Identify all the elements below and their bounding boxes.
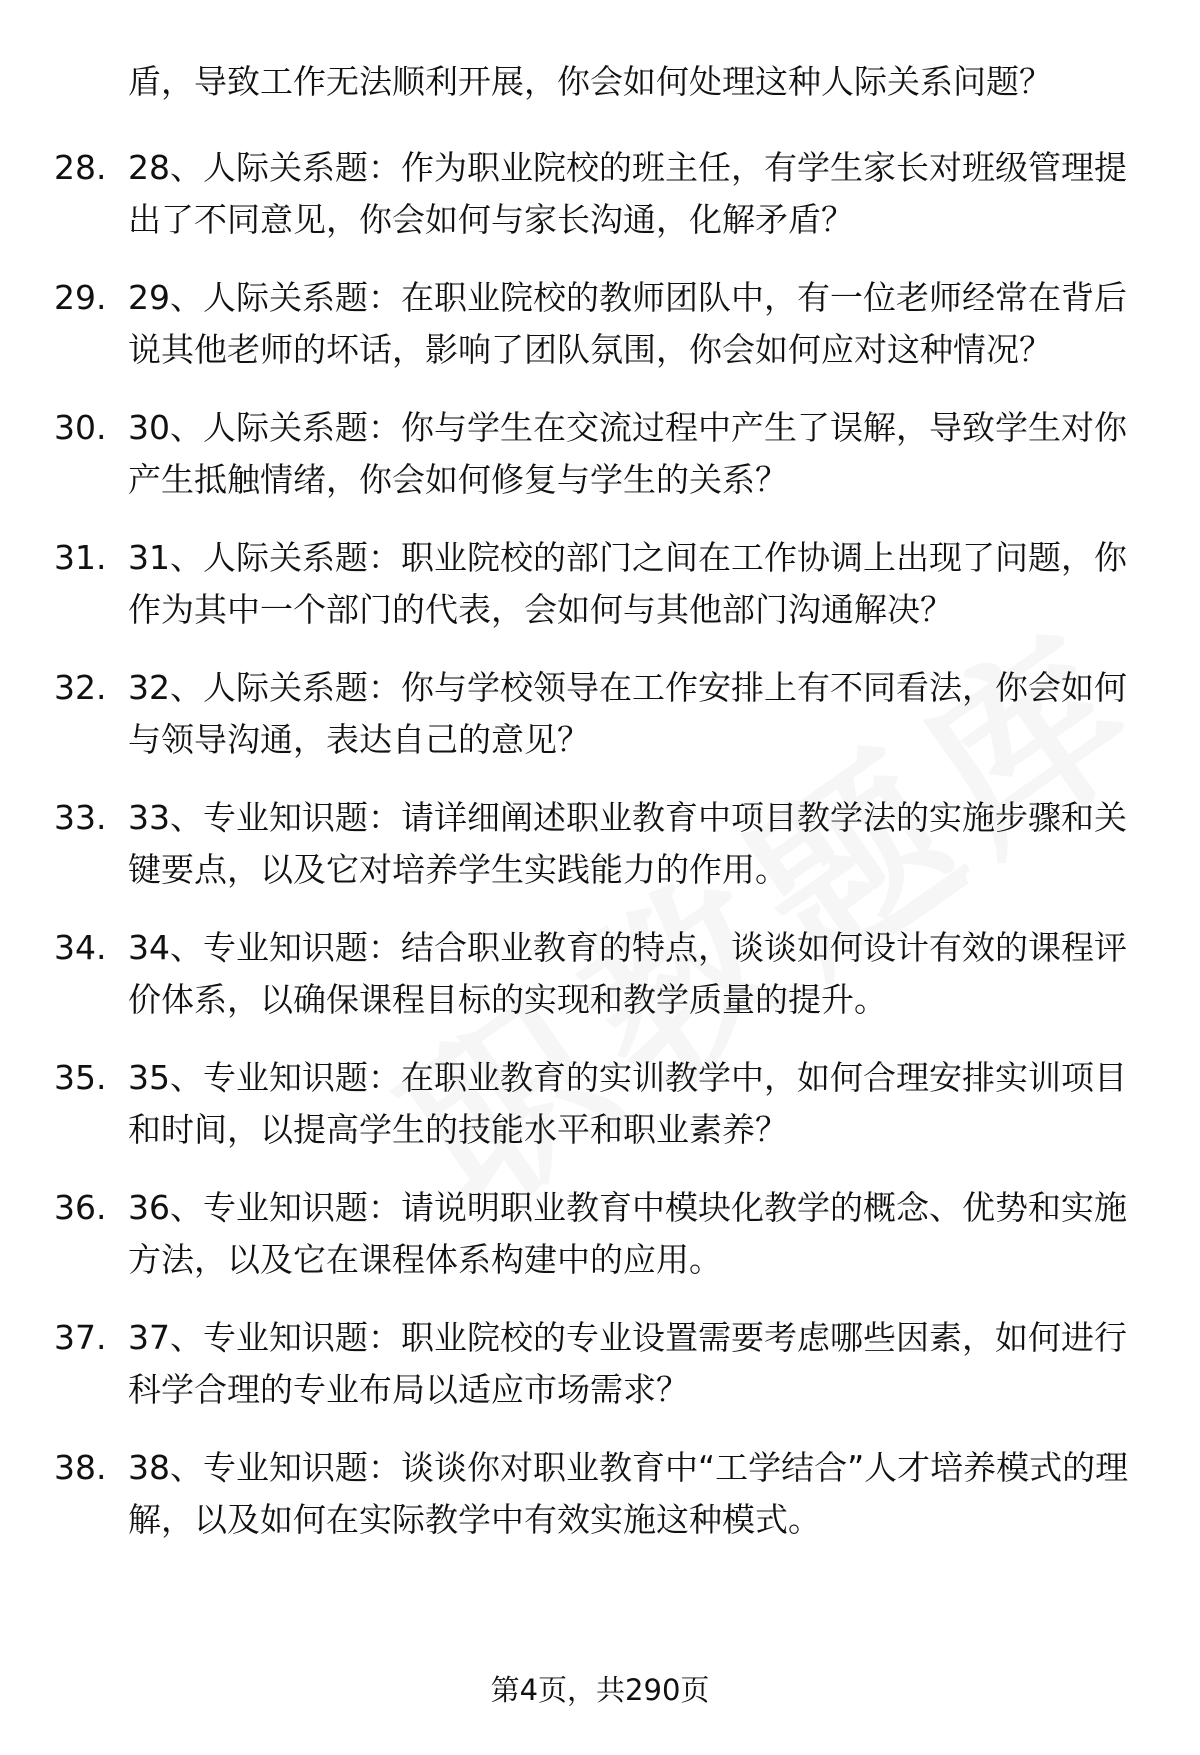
question-text: 38、专业知识题：谈谈你对职业教育中“工学结合”人才培养模式的理解，以及如何在实际教学中有效实施这种模式。 [128, 1448, 1129, 1539]
list-item [0, 142, 1200, 246]
question-number: 36. [54, 1188, 107, 1227]
question-text: 37、专业知识题：职业院校的专业设置需要考虑哪些因素，如何进行科学合理的专业布局以适应市场需求？ [128, 1318, 1127, 1409]
question-number: 32. [54, 668, 107, 707]
question-number: 28. [54, 148, 107, 187]
list-item [0, 272, 1200, 376]
question-text: 29、人际关系题：在职业院校的教师团队中，有一位老师经常在背后说其他老师的坏话，影响了团队氛围，你会如何应对这种情况？ [128, 278, 1127, 369]
question-text: 34、专业知识题：结合职业教育的特点，谈谈如何设计有效的课程评价体系，以确保课程目标的实现和教学质量的提升。 [128, 928, 1127, 1019]
continuation-text: 盾，导致工作无法顺利开展，你会如何处理这种人际关系问题？ [128, 62, 1052, 101]
question-number: 30. [54, 408, 107, 447]
page-number-footer: 第4页，共290页 [490, 1673, 710, 1707]
list-item [0, 1182, 1200, 1286]
question-list [0, 142, 1200, 1572]
question-number: 38. [54, 1448, 107, 1487]
question-number: 29. [54, 278, 107, 317]
question-text: 28、人际关系题：作为职业院校的班主任，有学生家长对班级管理提出了不同意见，你会如何与家长沟通，化解矛盾？ [128, 148, 1127, 239]
list-item [0, 922, 1200, 1026]
list-item [0, 1052, 1200, 1156]
question-text: 32、人际关系题：你与学校领导在工作安排上有不同看法，你会如何与领导沟通，表达自己的意见？ [128, 668, 1127, 759]
list-item [0, 792, 1200, 896]
question-text: 36、专业知识题：请说明职业教育中模块化教学的概念、优势和实施方法，以及它在课程体系构建中的应用。 [128, 1188, 1127, 1279]
question-text: 35、专业知识题：在职业教育的实训教学中，如何合理安排实训项目和时间，以提高学生的技能水平和职业素养？ [128, 1058, 1127, 1149]
list-item [0, 402, 1200, 506]
list-item [0, 1442, 1200, 1546]
list-item [0, 1312, 1200, 1416]
question-number: 31. [54, 538, 107, 577]
question-number: 35. [54, 1058, 107, 1097]
question-text: 33、专业知识题：请详细阐述职业教育中项目教学法的实施步骤和关键要点，以及它对培养学生实践能力的作用。 [128, 798, 1127, 889]
question-text: 30、人际关系题：你与学生在交流过程中产生了误解，导致学生对你产生抵触情绪，你会如何修复与学生的关系？ [128, 408, 1127, 499]
question-text: 31、人际关系题：职业院校的部门之间在工作协调上出现了问题，你作为其中一个部门的代表，会如何与其他部门沟通解决？ [128, 538, 1127, 629]
list-item [0, 532, 1200, 636]
question-number: 34. [54, 928, 107, 967]
list-item [0, 662, 1200, 766]
question-number: 37. [54, 1318, 107, 1357]
question-number: 33. [54, 798, 107, 837]
